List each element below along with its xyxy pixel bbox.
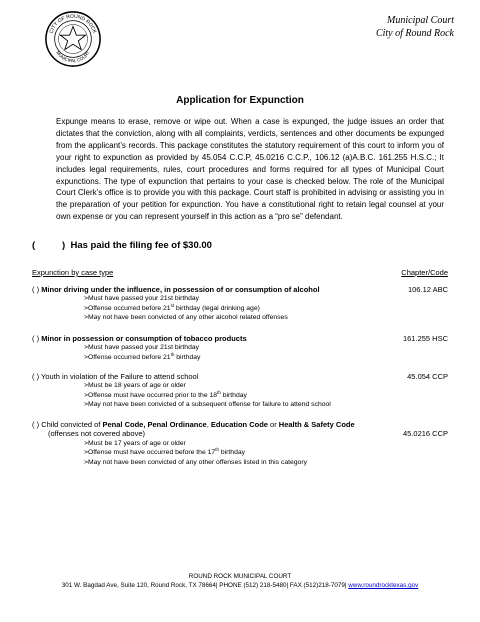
requirement: >Offense must have occurred prior to the 18th birthday bbox=[84, 389, 247, 399]
expunction-option-tobacco bbox=[32, 334, 448, 362]
intro-paragraph: Expunge means to erase, remove or wipe out. When a case is expunged, the judge issues an order that dictates that the conviction, along with all complaints, verdicts, sentences and other documents be expunged from the applicant’s records. This package constitutes the statutory requirement of this court to inform you of your right to expunction as provided by 45.054 C.C.P, 45.0216 C.C.P., 106.12 (a)A.B.C. 161.255 H.S.C.; It includes legal requirements, rules, court procedures and forms required for all types of Municipal Court expunctions. The type of expunction that pertains to your case is checked below. The role of the Municipal Court Clerk’s office is to provide you with this package. Court staff is prohibited in advising or assisting you in the preparation of your petition for expunction. You have a constitutional right to retain legal counsel at your own expense or you can represent yourself in this action as a “pro se” defendant. bbox=[56, 117, 444, 222]
fee-text: Has paid the filing fee of $30.00 bbox=[70, 240, 212, 251]
header-line-2: City of Round Rock bbox=[375, 28, 454, 39]
website-link[interactable]: www.roundrocktexas.gov bbox=[348, 582, 419, 589]
option-code: 161.255 HSC bbox=[402, 334, 448, 343]
requirement: >Must have passed your 21st birthday bbox=[84, 344, 200, 352]
option-subtitle: (offenses not covered above) bbox=[48, 429, 146, 439]
requirement: >May not have been convicted of any other alcohol related offenses bbox=[84, 314, 288, 322]
city-seal-logo bbox=[44, 10, 102, 68]
fee-check-open: ( bbox=[32, 240, 36, 251]
option-checkbox[interactable]: ( ) bbox=[32, 334, 40, 343]
option-checkbox[interactable]: ( ) bbox=[32, 420, 40, 429]
fee-check-close: ) bbox=[62, 240, 66, 251]
expunction-option-child bbox=[32, 420, 448, 467]
option-title: Youth in violation of the Failure to attend school bbox=[41, 372, 199, 381]
option-code: 106.12 ABC bbox=[407, 285, 448, 294]
column-header-code: Chapter/Code bbox=[401, 268, 448, 277]
footer-contact: 301 W. Bagdad Ave, Suite 120, Round Rock, TX 78664| PHONE (512) 218-5480| FAX (512)218-7079| www.roundrocktexas.gov bbox=[61, 582, 419, 589]
column-header-type: Expunction by case type bbox=[32, 268, 114, 277]
option-checkbox[interactable]: ( ) bbox=[32, 285, 40, 294]
requirement: >Offense must have occurred before the 17th birthday bbox=[84, 447, 246, 457]
requirement: >Offense occurred before 21th birthday bbox=[84, 351, 201, 361]
option-title: Minor in possession or consumption of tobacco products bbox=[41, 334, 247, 343]
page-title: Application for Expunction bbox=[176, 95, 304, 106]
option-checkbox[interactable]: ( ) bbox=[32, 372, 40, 381]
option-code: 45.0216 CCP bbox=[402, 429, 448, 439]
svg-text:CITY OF ROUND ROCK: CITY OF ROUND ROCK bbox=[48, 13, 98, 35]
court-header bbox=[376, 14, 454, 40]
option-title: Child convicted of Penal Code, Penal Ordinance, Education Code or Health & Safety Code bbox=[41, 420, 355, 429]
requirement: >Must be 18 years of age or older bbox=[84, 382, 186, 390]
svg-text:MUNICIPAL COURT: MUNICIPAL COURT bbox=[55, 50, 91, 64]
footer-court-name: ROUND ROCK MUNICIPAL COURT bbox=[188, 573, 292, 580]
option-title: Minor driving under the influence, in possession of or consumption of alcohol bbox=[41, 285, 320, 294]
filing-fee-checkbox[interactable] bbox=[32, 240, 212, 251]
option-code: 45.054 CCP bbox=[407, 372, 448, 381]
column-headers bbox=[32, 268, 448, 277]
requirement: >Must be 17 years of age or older bbox=[84, 439, 186, 447]
page-footer bbox=[0, 572, 480, 590]
header-line-1: Municipal Court bbox=[387, 15, 454, 26]
requirement: >Offense occurred before 21st birthday (legal drinking age) bbox=[84, 302, 260, 312]
expunction-option-school bbox=[32, 372, 448, 410]
expunction-option-alcohol bbox=[32, 285, 448, 323]
requirement: >May not have been convicted of a subsequent offense for failure to attend school bbox=[84, 401, 331, 409]
requirement: >May not have been convicted of any other offenses listed in this category bbox=[84, 458, 307, 466]
requirement: >Must have passed your 21st birthday bbox=[84, 295, 200, 303]
